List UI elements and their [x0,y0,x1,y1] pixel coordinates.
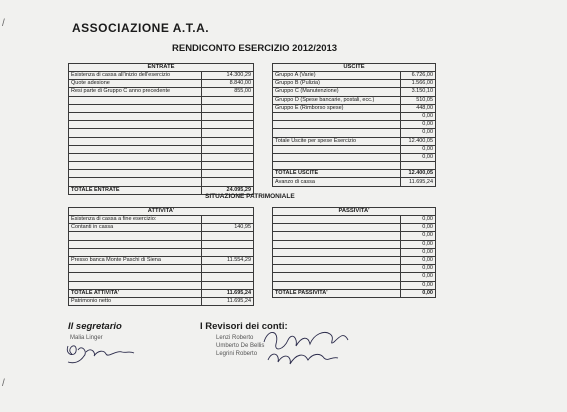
situazione-title: SITUAZIONE PATRIMONIALE [205,193,295,200]
entrate-row-value: 8.840,00 [202,80,254,88]
entrate-row [69,96,254,104]
attivita-row [69,248,254,256]
attivita-row-value [202,248,254,256]
attivita-row [69,256,254,264]
entrate-row-value [202,162,254,170]
uscite-row-label [273,145,401,153]
entrate-row [69,137,254,145]
entrate-row [69,162,254,170]
uscite-header-row [273,64,436,72]
uscite-row-value: 12.400,05 [401,137,436,145]
passivita-row [273,256,436,264]
uscite-row [273,104,436,112]
entrate-row-label [69,112,202,120]
entrate-row-label [69,162,202,170]
uscite-balance-row [273,178,436,186]
entrate-row-label [69,137,202,145]
auditor-name: Lenzi Roberto [216,335,254,341]
uscite-row [273,121,436,129]
attivita-row-value [202,265,254,273]
entrate-row-value [202,121,254,129]
entrate-table [68,63,254,195]
uscite-row [273,162,436,170]
attivita-net-row [69,297,254,305]
uscite-row [273,112,436,120]
passivita-row-label [273,281,401,289]
entrate-row-label: Esistenza di cassa all'inizio dell'esercizio [69,72,202,80]
auditors-title: I Revisori dei conti: [200,321,288,332]
passivita-row-label [273,256,401,264]
attivita-row-label [69,240,202,248]
entrate-row-label [69,104,202,112]
attivita-net-row-value: 11.695,24 [202,297,254,305]
entrate-row [69,145,254,153]
passivita-row-value: 0,00 [401,281,436,289]
passivita-row [273,224,436,232]
passivita-row [273,240,436,248]
uscite-row-label [273,112,401,120]
uscite-row [273,80,436,88]
uscite-balance-row-value: 11.695,24 [401,178,436,186]
margin-mark-bottom: / [2,378,5,389]
attivita-row-value [202,273,254,281]
attivita-row-label [69,265,202,273]
passivita-row-value: 0,00 [401,224,436,232]
entrate-row-label [69,153,202,161]
entrate-row-label [69,178,202,186]
passivita-row-value: 0,00 [401,265,436,273]
entrate-row [69,121,254,129]
secretary-title: Il segretario [68,321,122,332]
organization-name: ASSOCIAZIONE A.T.A. [72,21,210,35]
passivita-row [273,248,436,256]
uscite-row-value: 1.566,00 [401,80,436,88]
entrate-row-value: 14.300,29 [202,72,254,80]
attivita-row [69,265,254,273]
passivita-row-value: 0,00 [401,232,436,240]
uscite-row-label: Gruppo C (Manutenzione) [273,88,401,96]
entrate-row-label [69,129,202,137]
uscite-table [272,63,436,187]
passivita-row [273,232,436,240]
uscite-row [273,137,436,145]
entrate-header-row [69,64,254,72]
secretary-name: Malia Linger [70,335,103,341]
uscite-total-row-value: 12.400,05 [401,170,436,178]
attivita-row-value: 140,95 [202,224,254,232]
attivita-row [69,281,254,289]
uscite-row [273,145,436,153]
uscite-row [273,96,436,104]
uscite-row-value: 0,00 [401,153,436,161]
margin-mark-top: / [2,18,5,29]
entrate-total-row-value: 24.095,29 [202,186,254,194]
attivita-row-label: Contanti in cassa [69,224,202,232]
entrate-row-label [69,145,202,153]
uscite-row [273,129,436,137]
uscite-row-label: Gruppo D (Spese bancarie, postali, ecc.) [273,96,401,104]
passivita-row-label [273,232,401,240]
passivita-row-label [273,248,401,256]
uscite-row-value: 0,00 [401,112,436,120]
attivita-row [69,216,254,224]
entrate-row-value [202,170,254,178]
attivita-row-label: Presso banca Monte Paschi di Siena [69,256,202,264]
entrate-row [69,80,254,88]
uscite-row-label: Gruppo E (Rimborso spese) [273,104,401,112]
entrate-row-value [202,153,254,161]
uscite-row-value [401,162,436,170]
entrate-row-label: Quote adesione [69,80,202,88]
entrate-row-label [69,170,202,178]
attivita-row [69,273,254,281]
attivita-total-row-value: 11.695,24 [202,289,254,297]
passivita-row-label [273,224,401,232]
uscite-row-value: 448,00 [401,104,436,112]
entrate-row-value [202,137,254,145]
passivita-row-value: 0,00 [401,216,436,224]
entrate-total-row-label: TOTALE ENTRATE [69,186,202,194]
passivita-row-value: 0,00 [401,273,436,281]
uscite-row [273,153,436,161]
passivita-row-label [273,265,401,273]
attivita-table [68,207,254,306]
attivita-row-label [69,281,202,289]
uscite-balance-row-label: Avanzo di cassa [273,178,401,186]
uscite-row [273,72,436,80]
passivita-row [273,265,436,273]
uscite-row-value: 0,00 [401,121,436,129]
attivita-heading: ATTIVITA' [69,208,254,216]
uscite-heading: USCITE [273,64,436,72]
entrate-row-value [202,112,254,120]
passivita-row-value: 0,00 [401,248,436,256]
attivita-row [69,240,254,248]
entrate-row [69,72,254,80]
attivita-row [69,232,254,240]
entrate-row [69,129,254,137]
uscite-row-label: Totale Uscite per spese Esercizio [273,137,401,145]
attivita-row-label [69,273,202,281]
report-title: RENDICONTO ESERCIZIO 2012/2013 [172,43,338,54]
attivita-total-row-label: TOTALE ATTIVITA' [69,289,202,297]
uscite-row-value: 3.150,10 [401,88,436,96]
entrate-row [69,178,254,186]
attivita-row-label [69,248,202,256]
auditor-name: Umberto De Bellis [216,343,265,349]
entrate-row-value: 855,00 [202,88,254,96]
passivita-row [273,216,436,224]
passivita-row-value: 0,00 [401,256,436,264]
passivita-row-label [273,273,401,281]
entrate-row [69,104,254,112]
entrate-row [69,153,254,161]
passivita-row-label [273,216,401,224]
uscite-row-value: 510,05 [401,96,436,104]
passivita-total-row [273,289,436,297]
passivita-row-value: 0,00 [401,240,436,248]
entrate-row-label: Resi parte di Gruppo C anno precedente [69,88,202,96]
entrate-row-value [202,129,254,137]
uscite-total-row-label: TOTALE USCITE [273,170,401,178]
entrate-row-label [69,121,202,129]
attivita-row-label: Esistenza di cassa a fine esercizio: [69,216,202,224]
passivita-header-row [273,208,436,216]
entrate-row-value [202,145,254,153]
attivita-row-value [202,281,254,289]
passivita-total-row-value: 0,00 [401,289,436,297]
entrate-row [69,112,254,120]
uscite-row [273,88,436,96]
auditor-signatures [258,322,358,370]
uscite-row-label [273,129,401,137]
attivita-row-value [202,232,254,240]
entrate-row-value [202,104,254,112]
uscite-row-value: 6.726,00 [401,72,436,80]
entrate-row-label [69,96,202,104]
uscite-row-label: Gruppo B (Pulizia) [273,80,401,88]
entrate-heading: ENTRATE [69,64,254,72]
passivita-heading: PASSIVITA' [273,208,436,216]
uscite-total-row [273,170,436,178]
attivita-header-row [69,208,254,216]
passivita-row [273,281,436,289]
attivita-row-value [202,216,254,224]
uscite-row-label [273,153,401,161]
entrate-row [69,88,254,96]
passivita-row-label [273,240,401,248]
uscite-row-value: 0,00 [401,145,436,153]
uscite-row-label: Gruppo A (Varie) [273,72,401,80]
entrate-row [69,170,254,178]
attivita-row-label [69,232,202,240]
entrate-row-value [202,96,254,104]
passivita-table [272,207,436,298]
attivita-row-value: 11.554,29 [202,256,254,264]
passivita-total-row-label: TOTALE PASSIVITA' [273,289,401,297]
uscite-row-label [273,121,401,129]
uscite-row-value: 0,00 [401,129,436,137]
attivita-row [69,224,254,232]
passivita-row [273,273,436,281]
auditor-name: Legrini Roberto [216,351,258,357]
attivita-total-row [69,289,254,297]
entrate-row-value [202,178,254,186]
attivita-net-row-label: Patrimonio netto [69,297,202,305]
attivita-row-value [202,240,254,248]
secretary-signature [60,338,138,368]
uscite-row-label [273,162,401,170]
